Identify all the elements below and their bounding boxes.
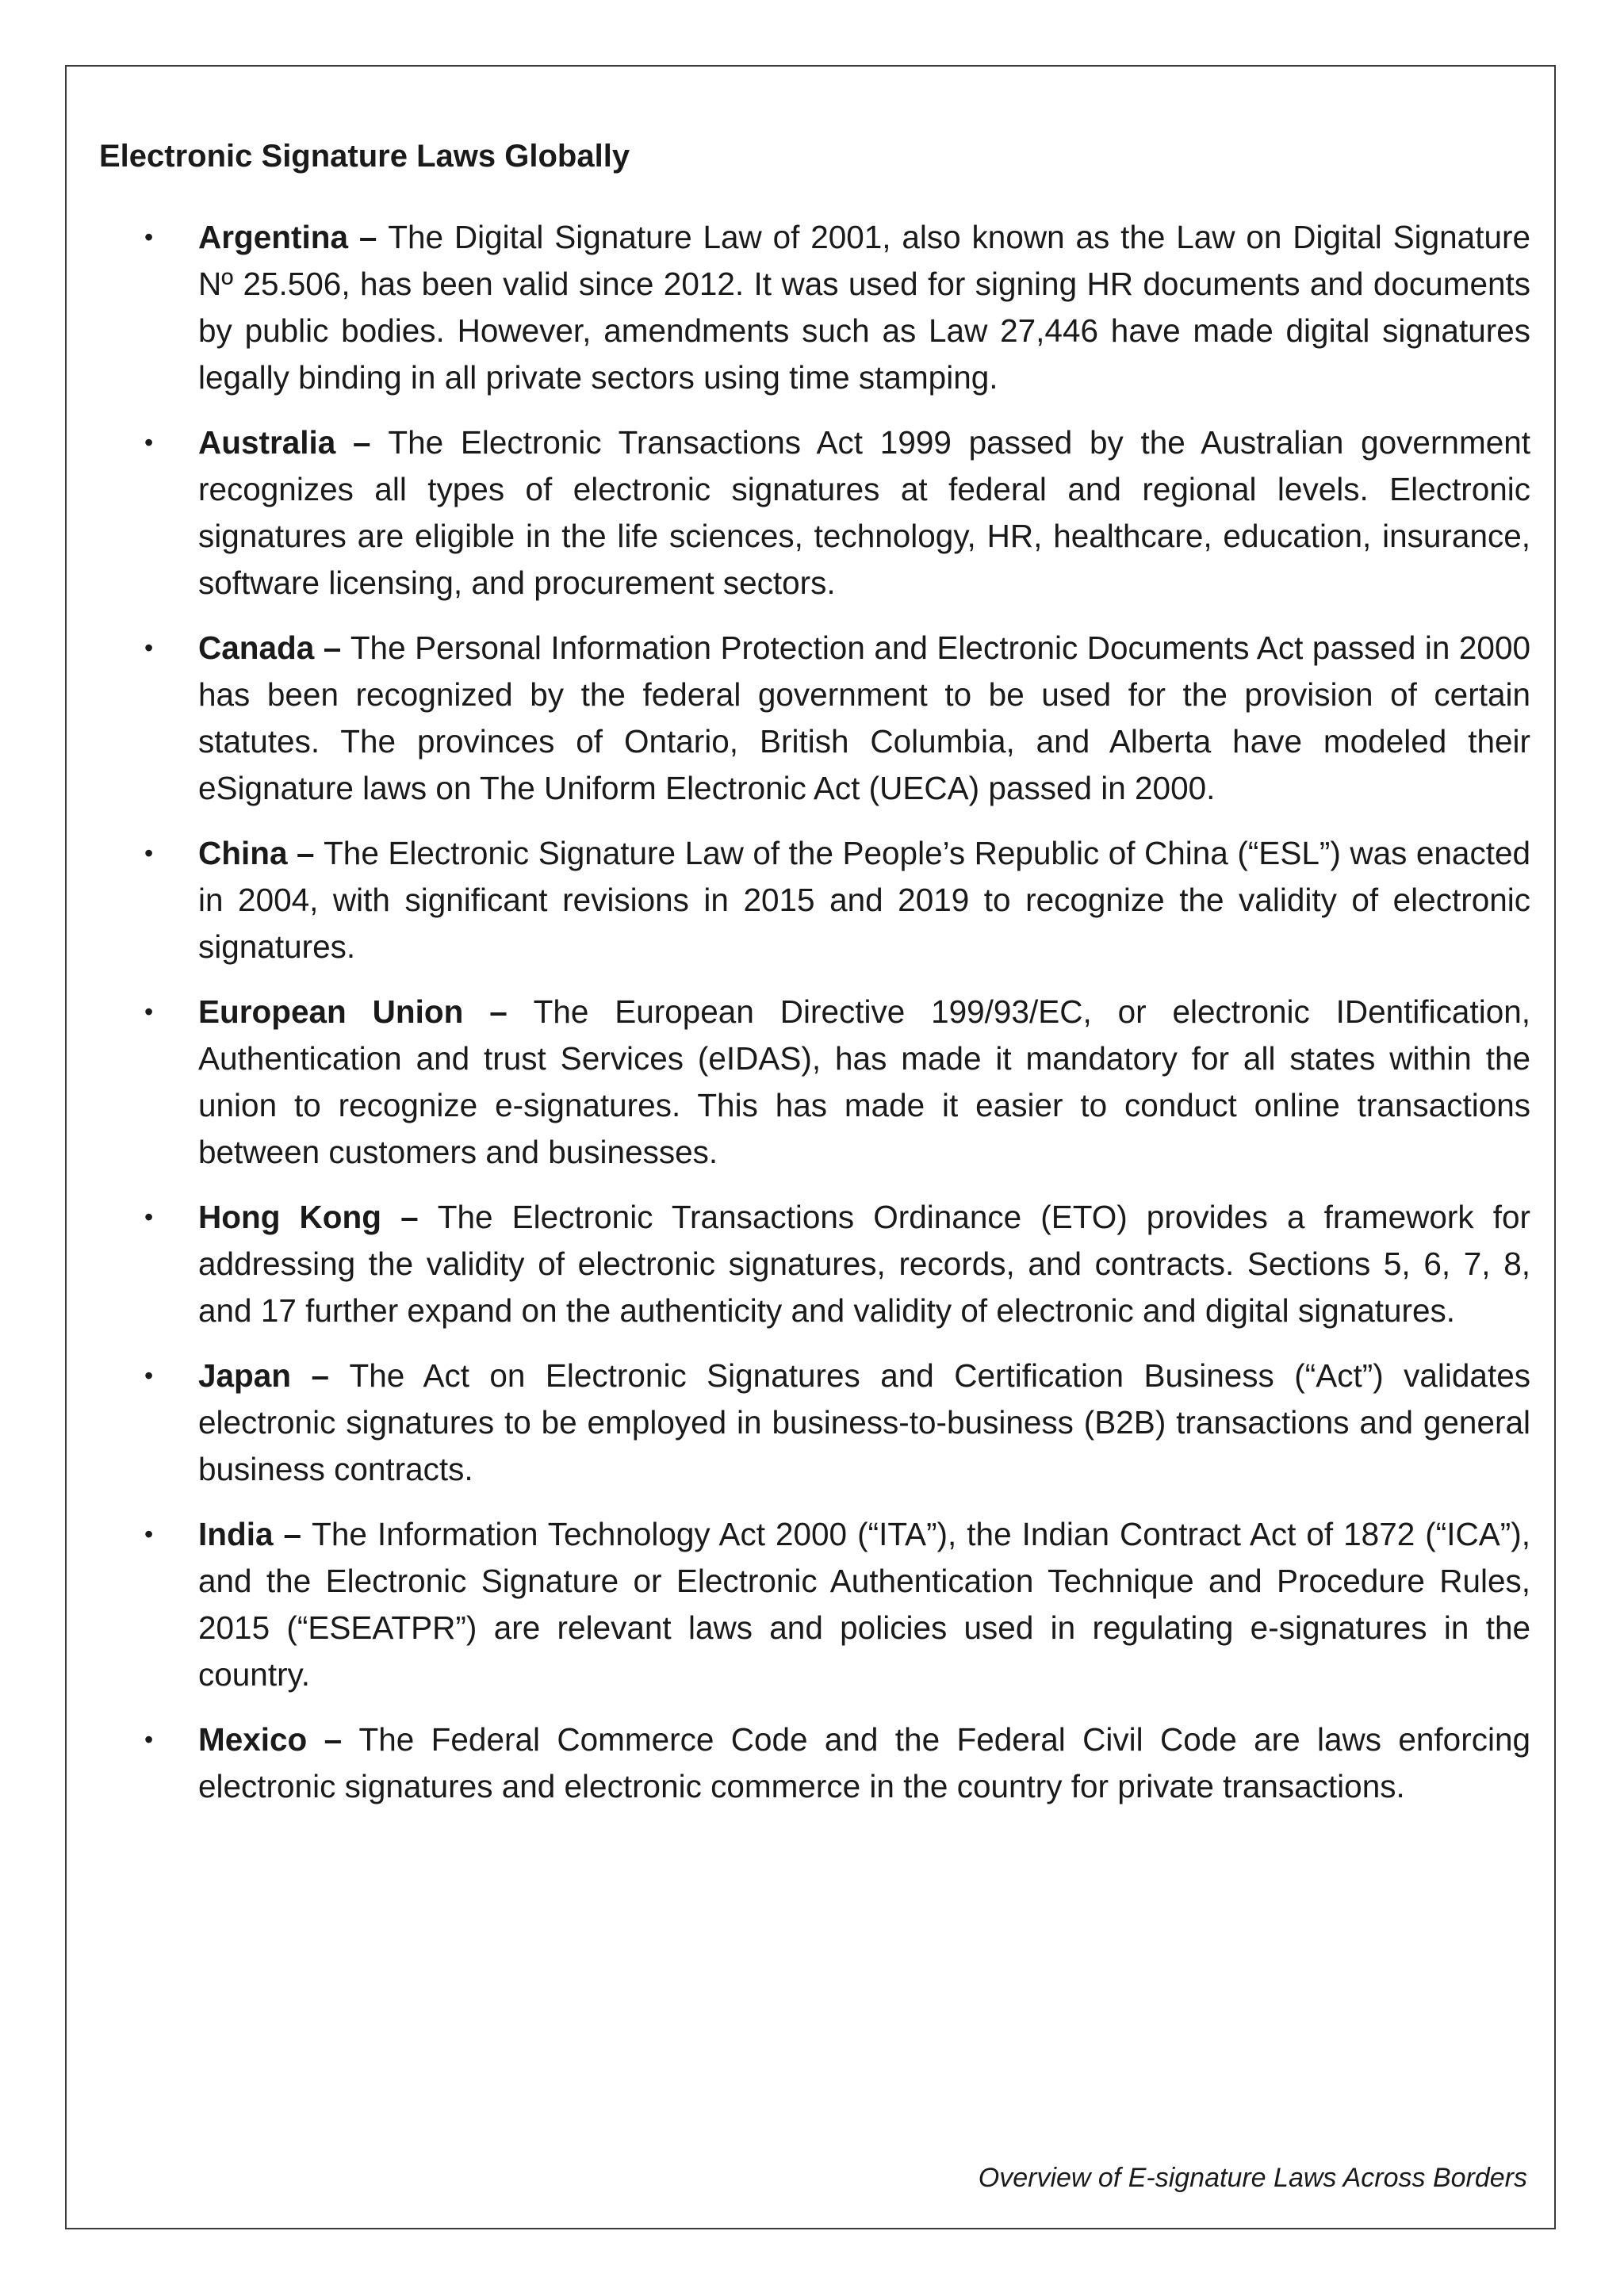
country-name: China – [198, 835, 324, 871]
law-item-mexico [99, 1716, 1530, 1810]
law-description: The Federal Commerce Code and the Federal Civil Code are laws enforcing electronic signatures and electronic commerce in the country for private transactions. [198, 1721, 1530, 1804]
law-description: The Information Technology Act 2000 (“ITA”), the Indian Contract Act of 1872 (“ICA”), and the Electronic Signature or Electronic Authentication Technique and Procedure Rules, 2015 (“ESEATPR”) are relevant laws and policies used in regulating e-signatures in the country. [198, 1516, 1530, 1693]
law-description: The Electronic Transactions Ordinance (ETO) provides a framework for addressing the validity of electronic signatures, records, and contracts. Sections 5, 6, 7, 8, and 17 further expand on the authenticity and validity of electronic and digital signatures. [198, 1199, 1530, 1329]
law-description: The Personal Information Protection and Electronic Documents Act passed in 2000 has been recognized by the federal government to be used for the provision of certain statutes. The provinces of Ontario, British Columbia, and Alberta have modeled their eSignature laws on The Uniform Electronic Act (UECA) passed in 2000. [198, 629, 1531, 806]
bullet-icon: • [144, 997, 154, 1026]
country-name: Australia – [198, 424, 389, 461]
law-item-argentina [99, 214, 1530, 401]
document-footer: Overview of E-signature Laws Across Borders [978, 2163, 1527, 2193]
country-name: European Union – [198, 993, 534, 1030]
country-name: India – [198, 1516, 312, 1552]
law-description: The Electronic Signature Law of the People’s Republic of China (“ESL”) was enacted in 2004, with significant revisions in 2015 and 2019 to recognize the validity of electronic signatures. [198, 835, 1530, 965]
law-description: The Act on Electronic Signatures and Certification Business (“Act”) validates electronic signatures to be employed in business-to-business (B2B) transactions and general business contracts. [198, 1357, 1530, 1487]
law-item-india [99, 1511, 1530, 1698]
law-item-china [99, 830, 1530, 970]
law-list [99, 214, 1530, 1828]
country-name: Canada – [198, 629, 350, 666]
law-item-european-union [99, 989, 1530, 1176]
law-item-australia [99, 419, 1530, 607]
law-item-japan [99, 1353, 1530, 1493]
law-description: The European Directive 199/93/EC, or electronic IDentification, Authentication and trust Services (eIDAS), has made it mandatory for all states within the union to recognize e-signatures. This has made it easier to conduct online transactions between customers and businesses. [198, 993, 1530, 1170]
bullet-icon: • [144, 839, 154, 867]
bullet-icon: • [144, 428, 154, 457]
law-item-hong-kong [99, 1194, 1530, 1334]
law-item-canada [99, 625, 1530, 812]
law-description: The Electronic Transactions Act 1999 passed by the Australian government recognizes all types of electronic signatures at federal and regional levels. Electronic signatures are eligible in the life sciences, technology, HR, healthcare, education, insurance, software licensing, and procurement sectors. [198, 424, 1530, 601]
bullet-icon: • [144, 1361, 154, 1390]
law-description: The Digital Signature Law of 2001, also known as the Law on Digital Signature Nº 25.506, has been valid since 2012. It was used for signing HR documents and documents by public bodies. However, amendments such as Law 27,446 have made digital signatures legally binding in all private sectors using time stamping. [198, 219, 1530, 396]
country-name: Argentina – [198, 219, 389, 255]
country-name: Hong Kong – [198, 1199, 438, 1235]
bullet-icon: • [144, 633, 154, 662]
bullet-icon: • [144, 1520, 154, 1548]
country-name: Mexico – [198, 1721, 359, 1758]
country-name: Japan – [198, 1357, 350, 1394]
bullet-icon: • [144, 1203, 154, 1231]
bullet-icon: • [144, 1725, 154, 1754]
bullet-icon: • [144, 223, 154, 251]
document-title: Electronic Signature Laws Globally [99, 139, 630, 174]
